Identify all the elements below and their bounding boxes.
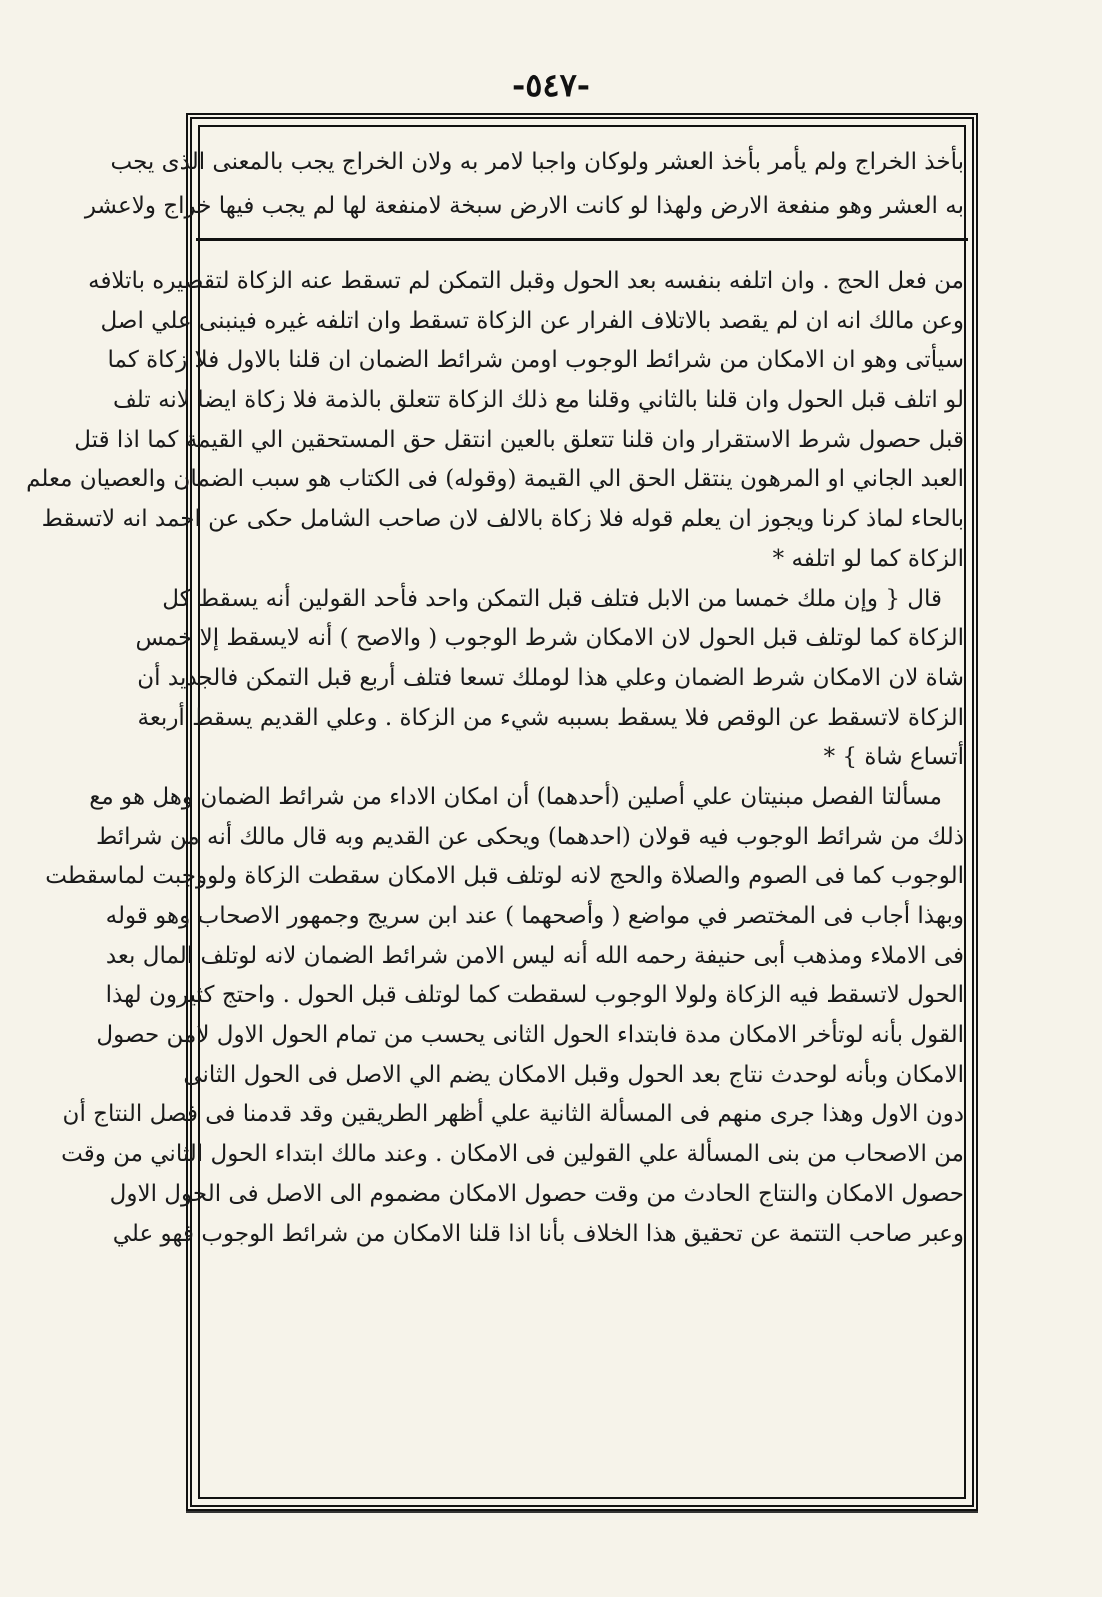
text-line: دون الاول وهذا جرى منهم فى المسألة الثانية علي أظهر الطريقين وقد قدمنا فى فصل النتاج أن [62,1101,964,1128]
text-line: بالحاء لماذ كرنا ويجوز ان يعلم قوله فلا زكاة بالالف لان صاحب الشامل حكى عن احمد انه لاتسقط [41,506,964,533]
text-line: وبهذا أجاب فى المختصر في مواضع ( وأصحهما ) عند ابن سريج وجمهور الاصحاب وهو قوله [105,903,964,929]
text-line: ذلك من شرائط الوجوب فيه قولان (احدهما) ويحكى عن القديم وبه قال مالك أنه من شرائط [95,823,964,850]
text-line: الزكاة كما لوتلف قبل الحول لان الامكان شرط الوجوب ( والاصح ) أنه لايسقط إلا خمس [135,625,964,652]
text-line: حصول الامكان والنتاج الحادث من وقت حصول الامكان مضموم الى الاصل فى الحول الاول [109,1180,964,1207]
page-number: -٥٤٧- [511,66,591,104]
text-line: الزكاة لاتسقط عن الوقص فلا يسقط بسببه شيء من الزكاة . وعلي القديم يسقط أربعة [137,704,964,731]
text-line: الحول لاتسقط فيه الزكاة ولولا الوجوب لسقطت كما لوتلف قبل الحول . واحتج كثيرون لهذا [105,982,964,1009]
text-line: من فعل الحج . وان اتلفه بنفسه بعد الحول وقبل التمكن لم تسقط عنه الزكاة لتقصيره باتلافه [88,268,964,294]
matn-line: بأخذ الخراج ولم يأمر بأخذ العشر ولوكان واجبا لامر به ولان الخراج يجب بالمعنى الذى يجب [110,149,964,175]
text-line: سيأتى وهو ان الامكان من شرائط الوجوب اومن شرائط الضمان ان قلنا بالاول فلا زكاة كما [107,347,964,374]
text-line: الامكان وبأنه لوحدث نتاج بعد الحول وقبل الامكان يضم الي الاصل فى الحول الثانى [183,1061,964,1088]
text-line: شاة لان الامكان شرط الضمان وعلي هذا لوملك تسعا فتلف أربع قبل التمكن فالجديد أن [137,664,964,691]
text-line: قال { وإن ملك خمسا من الابل فتلف قبل التمكن واحد فأحد القولين أنه يسقط كل [162,585,942,612]
text-line: مسألتا الفصل مبنيتان علي أصلين (أحدهما) أن امكان الاداء من شرائط الضمان وهل هو مع [89,783,942,810]
text-line: وعبر صاحب التتمة عن تحقيق هذا الخلاف بأنا اذا قلنا الامكان من شرائط الوجوب فهو علي [112,1220,964,1247]
text-line: الوجوب كما فى الصوم والصلاة والحج لانه لوتلف قبل الامكان سقطت الزكاة ولووجبت لماسقطت [45,863,964,890]
text-line: الزكاة كما لو اتلفه * [772,545,964,572]
matn-line: به العشر وهو منفعة الارض ولهذا لو كانت الارض سبخة لامنفعة لها لم يجب فيها خراج ولاعشر [84,193,964,219]
text-line: لو اتلف قبل الحول وان قلنا بالثاني وقلنا مع ذلك الزكاة تتعلق بالذمة فلا زكاة ايضا لانه تلف [112,387,964,414]
text-line: وعن مالك انه ان لم يقصد بالاتلاف الفرار عن الزكاة تسقط وان اتلفه غيره فينبنى علي اصل [100,307,964,334]
section-divider [196,238,968,241]
text-line: قبل حصول شرط الاستقرار وان قلنا تتعلق بالعين انتقل حق المستحقين الي القيمة كما اذا قتل [74,426,964,453]
text-line: العبد الجاني او المرهون ينتقل الحق الي القيمة (وقوله) فى الكتاب هو سبب الضمان والعصيان معلم [26,466,964,493]
commentary-text [26,262,964,1254]
text-line: أتساع شاة } * [823,744,964,771]
bottom-rule [186,1511,978,1513]
text-line: من الاصحاب من بنى المسألة علي القولين فى الامكان . وعند مالك ابتداء الحول الثاني من وقت [61,1141,964,1168]
text-line: فى الاملاء ومذهب أبى حنيفة رحمه الله أنه ليس الامن شرائط الضمان لانه لوتلف المال بعد [105,942,964,969]
top-matn-text [84,140,964,232]
text-line: القول بأنه لوتأخر الامكان مدة فابتداء الحول الثانى يحسب من تمام الحول الاول لامن حصول [96,1022,964,1049]
